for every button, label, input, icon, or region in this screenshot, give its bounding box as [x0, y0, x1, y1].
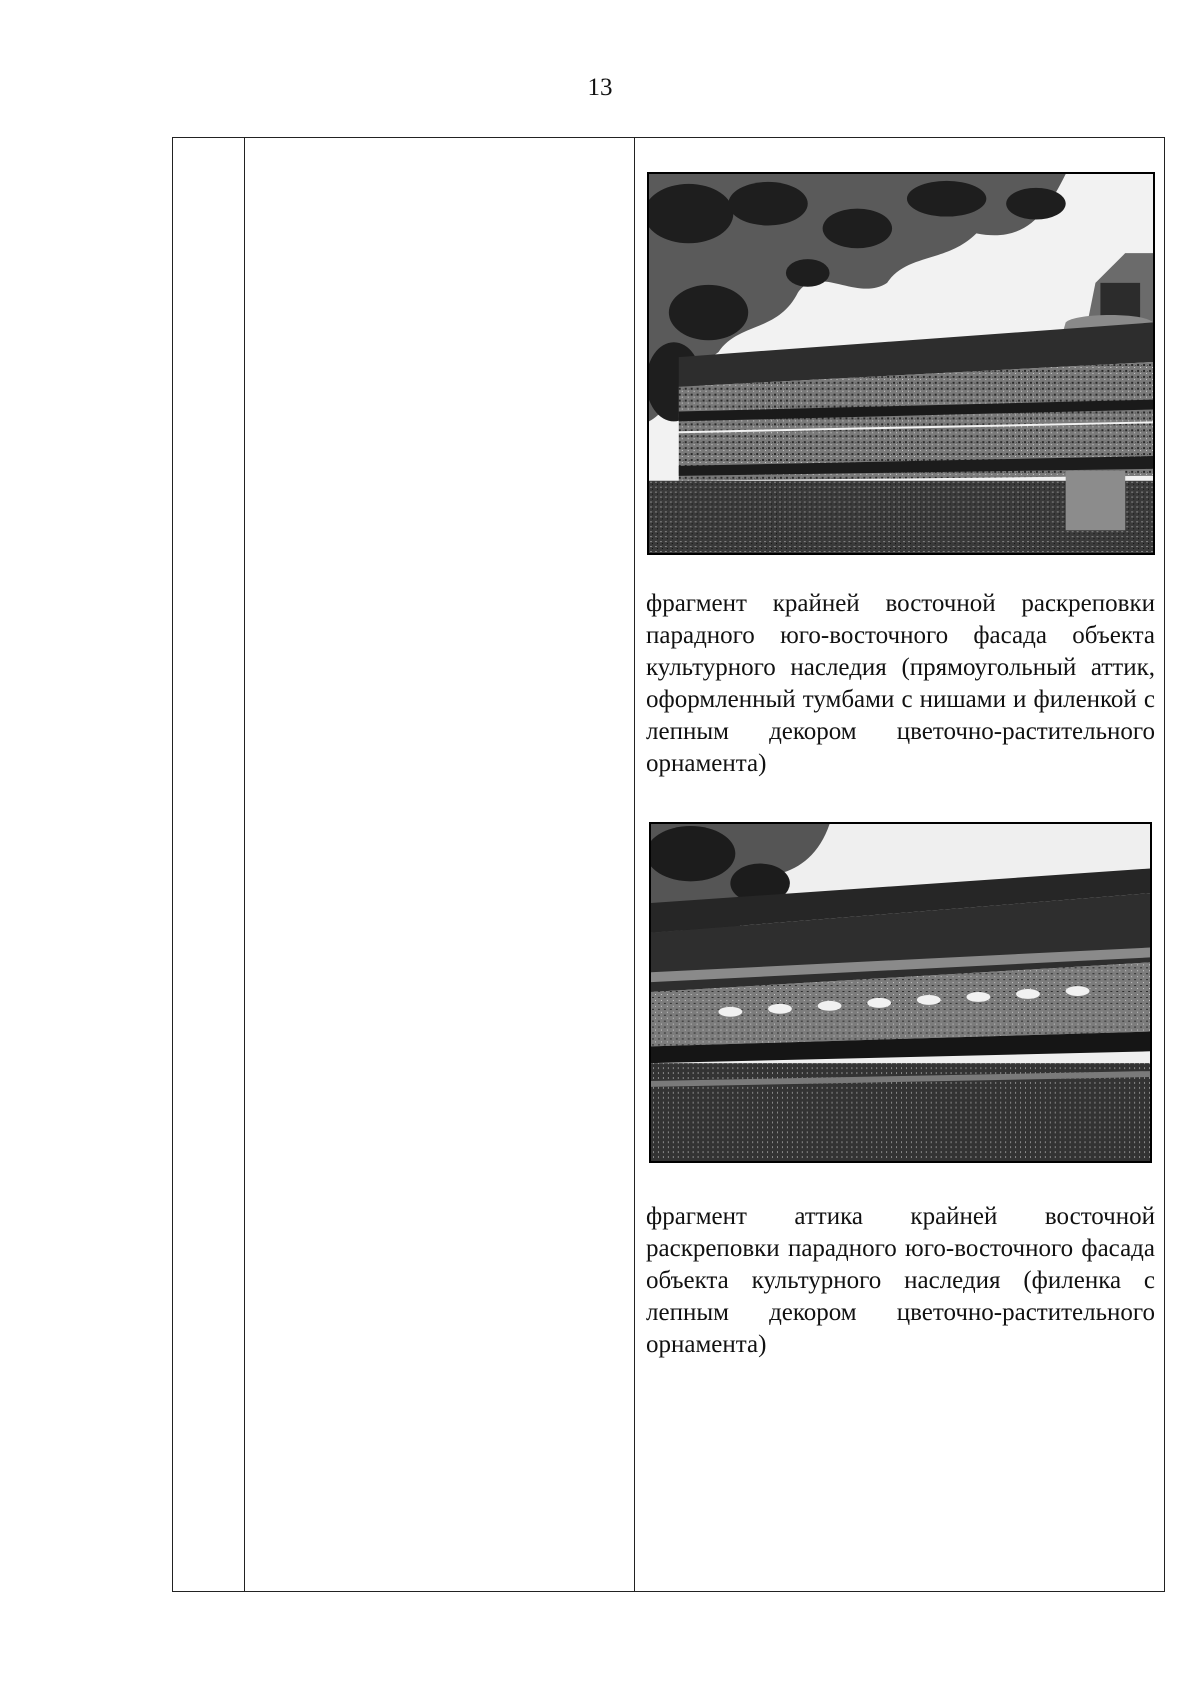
photo-caption: фрагмент крайней восточной раскреповки парадного юго-восточного фасада объекта культурного наследия (прямоугольный аттик, оформленный тумбами с нишами и филенкой с лепным декором цветочно-растительного орнамента) [646, 590, 1155, 777]
column-divider [634, 138, 635, 1591]
photo-attic-fragment [647, 172, 1155, 555]
photo-caption: фрагмент аттика крайней восточной раскреповки парадного юго-восточного фасада объекта культурного наследия (филенка с лепным декором цветочно-растительного орнамента) [646, 1203, 1155, 1358]
column-divider [244, 138, 245, 1591]
document-table [172, 137, 1165, 1592]
photo-panel-fragment [649, 822, 1152, 1163]
page-number: 13 [587, 74, 613, 101]
